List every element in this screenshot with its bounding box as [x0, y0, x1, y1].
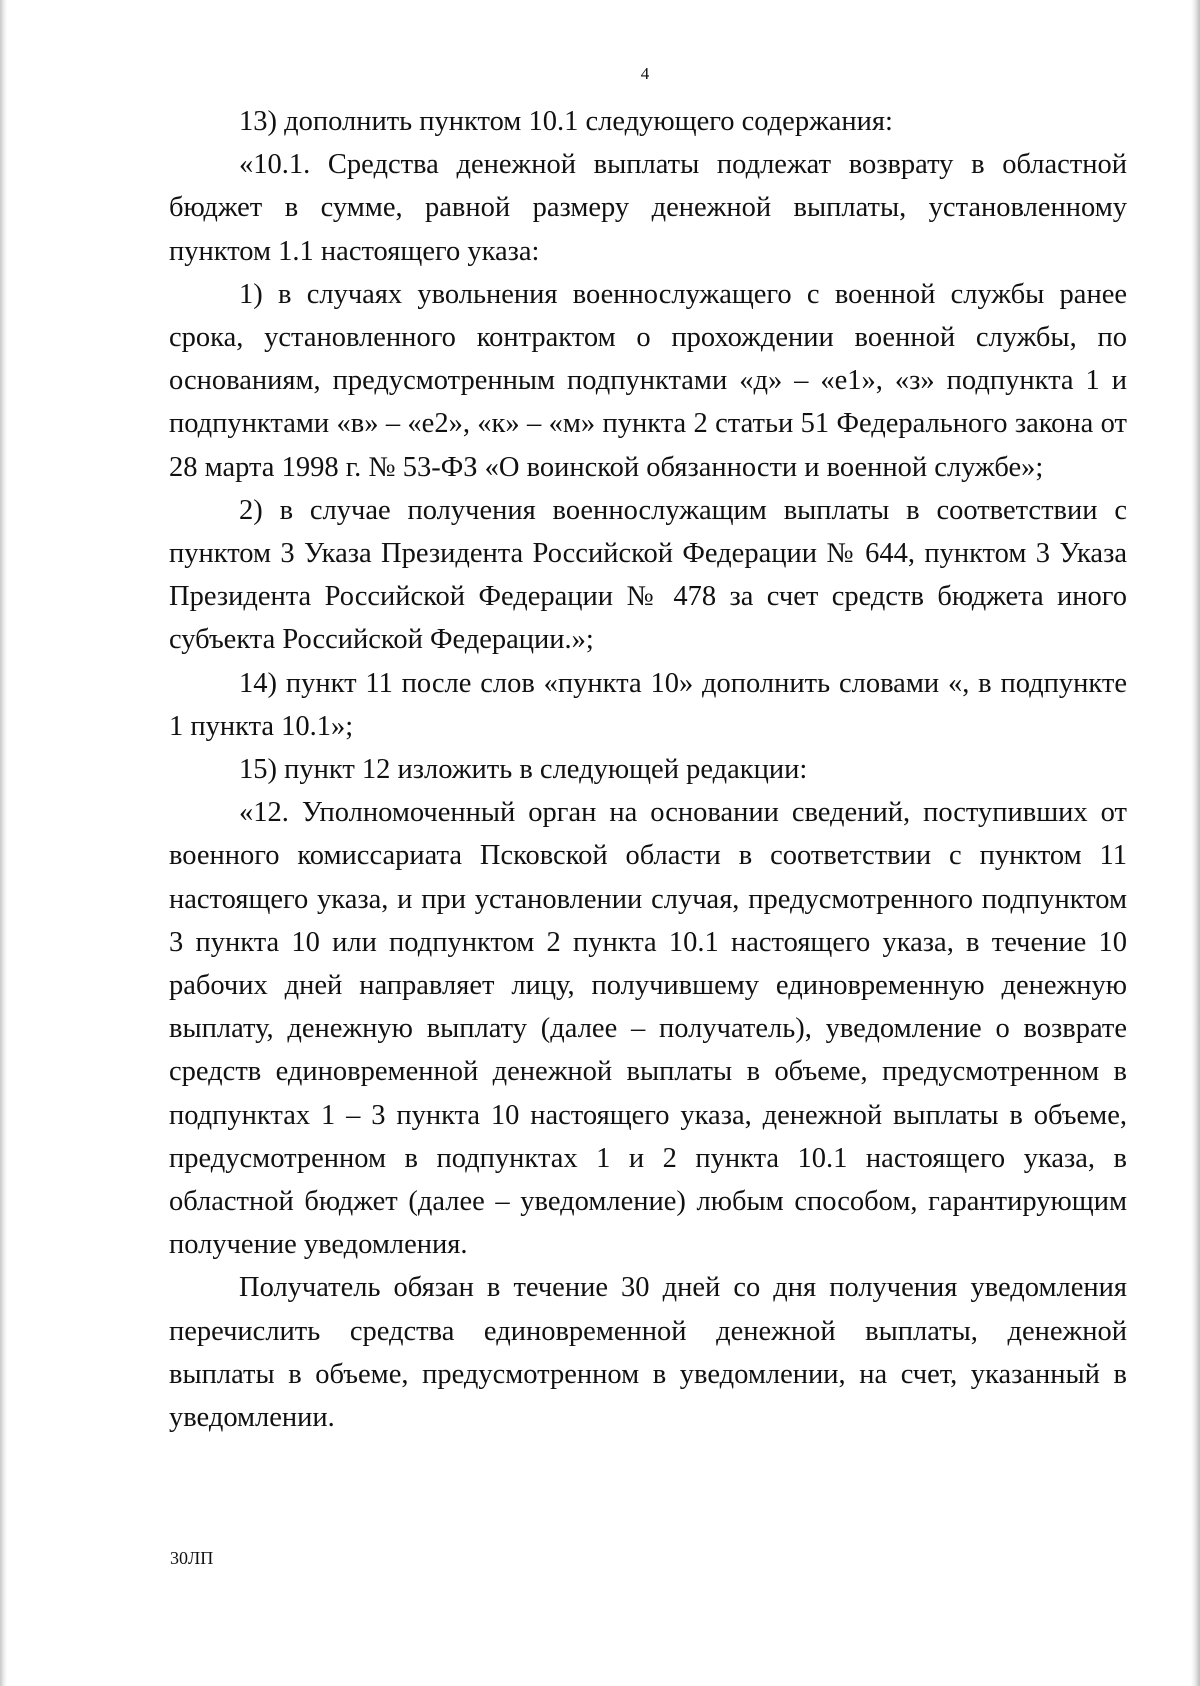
scan-edge-left [0, 0, 7, 1686]
footer-code: 30ЛП [170, 1548, 214, 1568]
scan-edge-right [1191, 0, 1200, 1686]
page-number: 4 [640, 64, 650, 83]
paragraph-clause-10-1: «10.1. Средства денежной выплаты подлежат возврату в областной бюджет в сумме, равной размеру денежной выплаты, установленному пунктом 1.1 настоящего указа: [169, 149, 1127, 267]
paragraph-item-13: 13) дополнить пунктом 10.1 следующего содержания: [239, 106, 893, 137]
paragraph-recipient-obligation: Получатель обязан в течение 30 дней со дня получения уведомления перечислить средства единовременной денежной выплаты, денежной выплаты в объеме, предусмотренном в уведомлении, на счет, указанный в уведомлении. [169, 1272, 1127, 1434]
document-body [169, 100, 1127, 1439]
paragraph-clause-12: «12. Уполномоченный орган на основании сведений, поступивших от военного комиссариата Псковской области в соответствии с пунктом 11 настоящего указа, и при установлении случая, предусмотренного подпунктом 3 пункта 10 или подпунктом 2 пункта 10.1 настоящего указа, в течение 10 рабочих дней направляет лицу, получившему единовременную денежную выплату, денежную выплату (далее – получатель), уведомление о возврате средств единовременной денежной выплаты в объеме, предусмотренном в подпунктах 1 – 3 пункта 10 настоящего указа, денежной выплаты в объеме, предусмотренном в подпунктах 1 и 2 пункта 10.1 настоящего указа, в областной бюджет (далее – уведомление) любым способом, гарантирующим получение уведомления. [169, 797, 1127, 1261]
paragraph-subclause-1: 1) в случаях увольнения военнослужащего с военной службы ранее срока, установленного контрактом о прохождении военной службы, по основаниям, предусмотренным подпунктами «д» – «е1», «з» подпункта 1 и подпунктами «в» – «е2», «к» – «м» пункта 2 статьи 51 Федерального закона от 28 марта 1998 г. № 53-ФЗ «О воинской обязанности и военной службе»; [169, 278, 1127, 483]
paragraph-subclause-2: 2) в случае получения военнослужащим выплаты в соответствии с пунктом 3 Указа Президента Российской Федерации № 644, пунктом 3 Указа Президента Российской Федерации № 478 за счет средств бюджета иного субъекта Российской Федерации.»; [169, 494, 1127, 656]
paragraph-item-15: 15) пункт 12 изложить в следующей редакции: [239, 754, 808, 786]
paragraph-item-14: 14) пункт 11 после слов «пункта 10» дополнить словами «, в подпункте 1 пункта 10.1»; [169, 667, 1127, 742]
